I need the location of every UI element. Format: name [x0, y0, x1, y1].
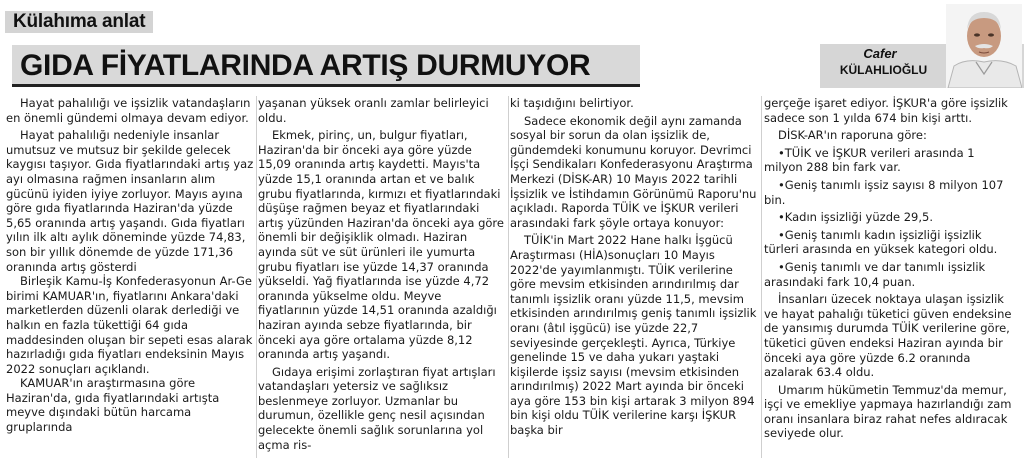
paragraph: KAMUAR'ın araştırmasına göre Haziran'da, gıda fiyatlarındaki artışta meyve dışındaki bütün harcama gruplarında: [6, 376, 220, 435]
author-portrait-image: [946, 4, 1022, 88]
paragraph: Umarım hükümetin Temmuz'da memur, işçi ve emekliye yapmaya hazırlandığı zam oranı insanlara biraz rahat nefes aldıracak seviyede olur.: [764, 382, 1012, 441]
paragraph: TÜİK'in Mart 2022 Hane halkı İşgücü Araştırması (HİA)sonuçları 10 Mayıs 2022'de yayımlanmıştı. TÜİK verilerine göre mevsim etkisinden arındırılmış dar tanımlı işsizlik oranı yüzde 11,5, mevsim etkisinden arındırılmış geniş tanımlı işsizlik oranı (âtıl işgücü) ise yüzde 22,7 seviyesinde gerçekleşti. Ayrıca, Türkiye genelinde 15 ve daha yukarı yaştaki kişilerde işsiz sayısı (mevsim etkisinden arındırılmış) 2022 Mart ayında bir önceki aya göre 153 bin kişi artarak 3 milyon 894 bin kişi oldu TÜİK verilerine karşı İŞKUR başka bir: [510, 233, 757, 438]
bullet-item: •Geniş tanımlı kadın işsizliği işsizlik türleri arasında en yüksek kategori oldu.: [764, 227, 998, 257]
column-divider: [256, 96, 257, 458]
author-last-name: KÜLAHLIOĞLU: [839, 63, 928, 77]
column-divider: [508, 96, 509, 458]
author-photo: [946, 4, 1022, 88]
article-column-4: [764, 96, 1016, 461]
column-divider: [761, 96, 762, 458]
paragraph: Ekmek, pirinç, un, bulgur fiyatları, Haziran'da bir önceki aya göre yüzde 15,09 oranında artış kaydetti. Mayıs'ta yüzde 15,1 oranında artan et ve balık grubu fiyatlarında, kırmızı et fiyatlarındaki düşüşe rağmen beyaz et fiyatlarındaki artış yüzünden Haziran'da önceki aya göre önemli bir değişiklik olmadı. Haziran ayında süt ve süt ürünleri ile yumurta grubu fiyatları ise yüzde 14,37 oranında yükseldi. Yağ fiyatlarında ise yüzde 4,72 oranında yükselme oldu. Meyve fiyatlarının yüzde 14,51 oranında azaldığı haziran ayında sebze fiyatlarında, bir önceki aya göre ortalama yüzde 8,12 oranında artış yaşandı.: [258, 128, 504, 362]
author-first-name: Cafer: [863, 46, 897, 61]
bullet-item: •Geniş tanımlı ve dar tanımlı işsizlik arasındaki fark 10,4 puan.: [764, 259, 986, 289]
paragraph: Sadece ekonomik değil aynı zamanda sosyal bir sorun da olan işsizlik de, gündemdeki konumunu koruyor. Devrimci İşçi Sendikaları Konfederasyonu Araştırma Merkezi (DİSK-AR) 10 Mayıs 2022 tarihli İşsizlik ve İstihdamın Görünümü Raporu'nu açıkladı. Raporda TÜİK ve İŞKUR verileri arasındaki fark şöyle ortaya konuyor:: [510, 113, 757, 230]
paragraph: Hayat pahalılığı ve işsizlik vatandaşların en önemli gündemi olmaya devam ediyor.: [6, 96, 251, 125]
paragraph: Birleşik Kamu-İş Konfederasyonun Ar-Ge birimi KAMUAR'ın, fiyatlarını Ankara'daki marketlerden düzenli olarak derlediği ve halkın en fazla tükettiği 64 gıda maddesinden oluşan bir sepeti esas alarak hazırladığı gıda fiyatları endeksinin Mayıs 2022 sonuçları açıklandı.: [6, 274, 253, 376]
article-column-1: [6, 96, 254, 461]
paragraph: DİSK-AR'ın raporuna göre:: [778, 128, 927, 143]
paragraph: yaşanan yüksek oranlı zamlar belirleyici oldu.: [258, 96, 489, 125]
headline: GIDA FİYATLARINDA ARTIŞ DURMUYOR: [12, 45, 640, 87]
bullet-item: •Geniş tanımlı işsiz sayısı 8 milyon 107 bin.: [764, 177, 1004, 207]
bullet-item: •TÜİK ve İŞKUR verileri arasında 1 milyon 288 bin fark var.: [764, 145, 975, 175]
paragraph: gerçeğe işaret ediyor. İŞKUR'a göre işsizlik sadece son 1 yılda 674 bin kişi arttı.: [764, 96, 1008, 125]
section-tag: Külahıma anlat: [5, 11, 153, 33]
paragraph: ki taşıdığını belirtiyor.: [510, 96, 634, 110]
paragraph: İnsanları üzecek noktaya ulaşan işsizlik ve hayat pahalığı tüketici güven endeksine de yansımış durumda TÜİK verilerine göre, tüketici güven endeksi Haziran ayında bir önceki aya göre yüzde 6.2 oranında azalarak 63.4 oldu.: [764, 292, 1012, 380]
bullet-item: •Kadın işsizliği yüzde 29,5.: [778, 210, 933, 225]
article-column-3: [510, 96, 758, 461]
article-column-2: [258, 96, 506, 461]
paragraph: Hayat pahalılığı nedeniyle insanlar umutsuz ve mutsuz bir şekilde gelecek kaygısı taşıyor. Gıda fiyatlarındaki artış yaz ayı olmasına rağmen insanların alım gücünü iyiden iyiye zorluyor. Mayıs ayına göre gıda fiyatlarında Haziran'da yüzde 5,65 oranında artış yaşandı. Gıda fiyatları yılın ilk altı aylık döneminde yüzde 74,83, son bir yıllık dönemde de yüzde 171,36 oranında artış gösterdi: [6, 128, 254, 274]
paragraph: Gıdaya erişimi zorlaştıran fiyat artışları vatandaşları yetersiz ve sağlıksız beslenmeye zorluyor. Uzmanlar bu durumun, özellikle genç nesil açısından gelecekte önemli sağlık sorunlarına yol açma ris-: [258, 364, 496, 452]
